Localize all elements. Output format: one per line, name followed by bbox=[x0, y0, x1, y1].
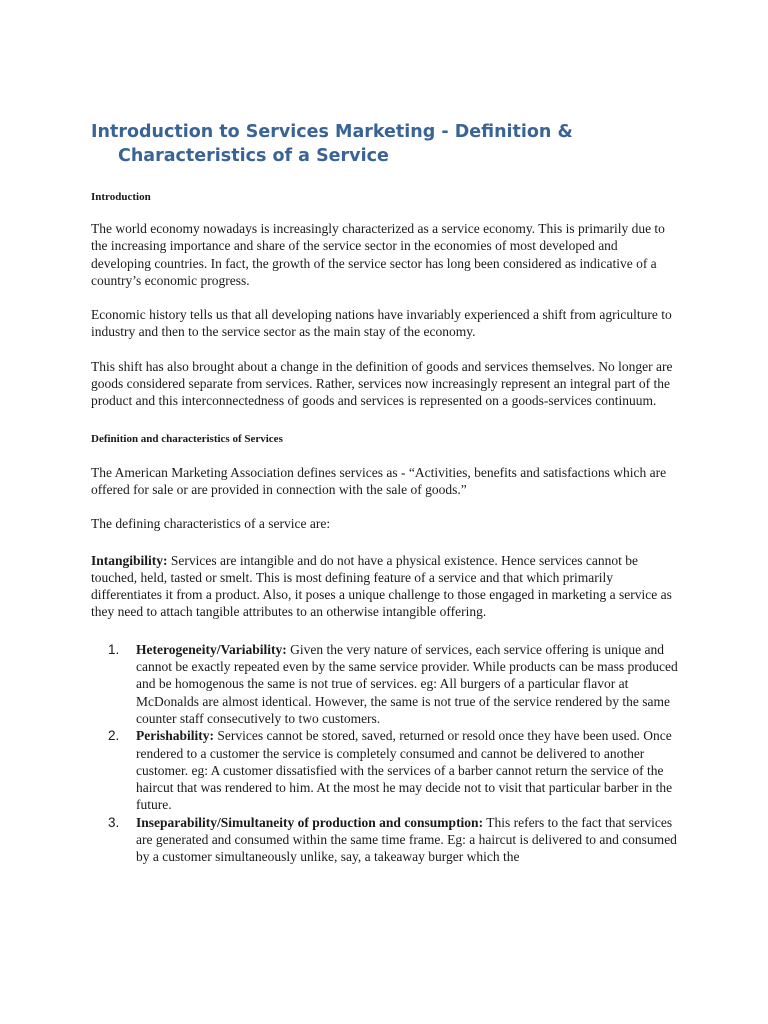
document-title: Introduction to Services Marketing - Definition & Characteristics of a Service bbox=[91, 122, 573, 166]
section-heading-introduction: Introduction bbox=[91, 191, 151, 203]
list-item-text: Given the very nature of services, each service offering is unique and cannot be exactly repeated even by the same service provider. While products can be mass produced and be homogenous the same is not true of services. eg: All burgers of a particular flavor at McDonalds are almost identical. However, the same is not true of the service rendered by the same counter staff consecutively to two customers. bbox=[136, 641, 678, 726]
list-item-text: Services cannot be stored, saved, returned or resold once they have been used. Once rendered to a customer the service is completely consumed and cannot be delivered to another customer. eg: A customer dissatisfied with the services of a barber cannot return the service of the haircut that was rendered to him. At the most he may decide not to visit that particular barber in the future. bbox=[136, 728, 673, 813]
list-item bbox=[108, 814, 681, 866]
intro-paragraph-1: The world economy nowadays is increasingly characterized as a service economy. This is primarily due to the increasing importance and share of the service sector in the economies of most developed and developing countries. In fact, the growth of the service sector has long been considered as indicative of a country’s economic progress. bbox=[91, 221, 665, 288]
intangibility-text: Services are intangible and do not have a physical existence. Hence services cannot be touched, held, tasted or smelt. This is most defining feature of a service and that which primarily differentiates it from a product. Also, it poses a unique challenge to those engaged in marketing a service as they need to attach tangible attributes to an otherwise intangible offering. bbox=[91, 552, 672, 620]
intangibility-paragraph bbox=[91, 552, 681, 621]
list-item-term: Perishability: bbox=[136, 728, 214, 744]
characteristics-list bbox=[91, 641, 681, 866]
document-page bbox=[91, 120, 681, 866]
list-number: 1. bbox=[108, 641, 120, 657]
list-item-term: Heterogeneity/Variability: bbox=[136, 641, 287, 657]
list-item bbox=[108, 641, 681, 727]
definition-paragraph: The American Marketing Association defines services as - “Activities, benefits and satisfactions which are offered for sale or are provided in connection with the sale of goods.” bbox=[91, 464, 667, 497]
intro-paragraph-3: This shift has also brought about a change in the definition of goods and services themselves. No longer are goods considered separate from services. Rather, services now increasingly represent an integral part of the product and this interconnectedness of goods and services is represented on a goods-services continuum. bbox=[91, 358, 673, 409]
list-item-text: This refers to the fact that services are generated and consumed within the same time frame. Eg: a haircut is delivered to and consumed by a customer simultaneously unlike, say, a takeaway burger which the bbox=[136, 814, 677, 865]
list-item bbox=[108, 727, 681, 813]
characteristics-intro: The defining characteristics of a service are: bbox=[91, 516, 331, 532]
list-number: 2. bbox=[108, 728, 120, 744]
intro-paragraph-2: Economic history tells us that all developing nations have invariably experienced a shift from agriculture to industry and then to the service sector as the main stay of the economy. bbox=[91, 307, 672, 340]
section-heading-definition: Definition and characteristics of Services bbox=[91, 432, 283, 445]
list-number: 3. bbox=[108, 814, 120, 830]
intangibility-term: Intangibility: bbox=[91, 552, 168, 568]
list-item-term: Inseparability/Simultaneity of production and consumption: bbox=[136, 814, 484, 830]
